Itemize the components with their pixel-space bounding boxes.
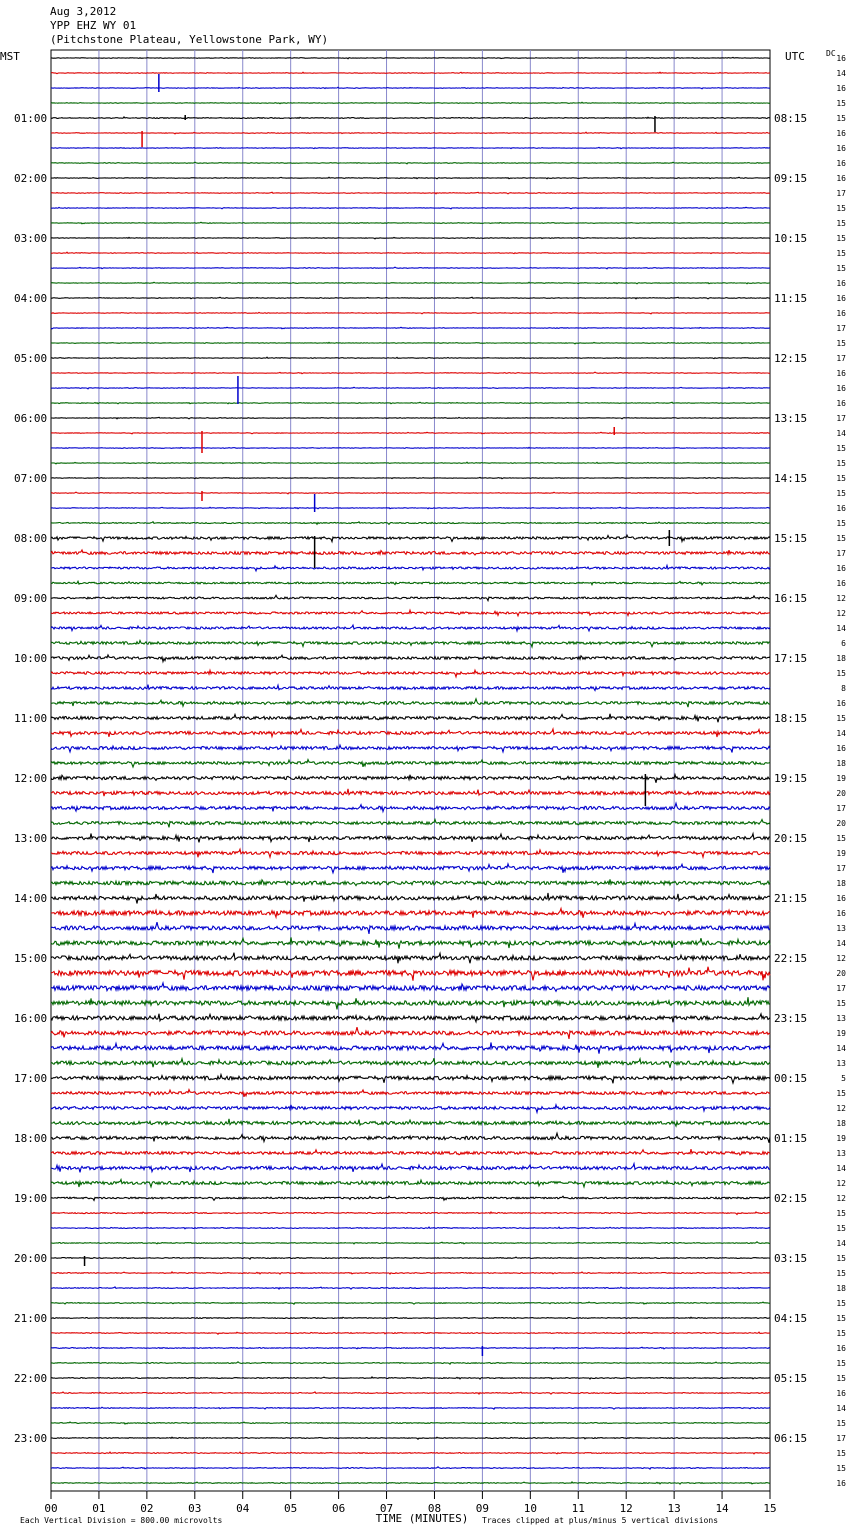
dc-offset-label: 14 [836, 69, 846, 78]
dc-offset-label: 13 [836, 1059, 846, 1068]
dc-offset-label: 15 [836, 1329, 846, 1338]
dc-offset-label: 15 [836, 1299, 846, 1308]
dc-offset-label: 15 [836, 459, 846, 468]
utc-hour-label: 01:15 [774, 1132, 808, 1145]
trace-line [51, 967, 770, 981]
dc-offset-label: 8 [841, 684, 846, 693]
trace-line [51, 1027, 770, 1039]
location-title: (Pitchstone Plateau, Yellowstone Park, WY) [50, 33, 329, 46]
dc-offset-label: 19 [836, 774, 846, 783]
trace-line [51, 760, 770, 767]
trace-line [51, 834, 770, 843]
dc-offset-label: 17 [836, 354, 846, 363]
dc-offset-label: 16 [836, 909, 846, 918]
trace-line [51, 1272, 770, 1274]
dc-offset-label: 12 [836, 1179, 846, 1188]
dc-offset-label: 15 [836, 1449, 846, 1458]
dc-offset-label: 15 [836, 1464, 846, 1473]
dc-offset-label: 16 [836, 399, 846, 408]
dc-offset-label: 17 [836, 324, 846, 333]
utc-hour-label: 22:15 [774, 952, 808, 965]
utc-hour-label: 14:15 [774, 472, 808, 485]
trace-line [51, 1242, 770, 1244]
dc-offset-label: 20 [836, 819, 846, 828]
x-tick-label: 01 [92, 1502, 106, 1515]
station-title: YPP EHZ WY 01 [50, 19, 137, 32]
dc-offset-label: 16 [836, 174, 846, 183]
trace-line [51, 670, 770, 677]
mst-hour-label: 05:00 [14, 352, 48, 365]
dc-offset-label: 17 [836, 549, 846, 558]
trace-line [51, 162, 770, 164]
x-tick-label: 03 [188, 1502, 202, 1515]
utc-hour-label: 20:15 [774, 832, 808, 845]
trace-line [51, 1407, 770, 1409]
trace-line [51, 102, 770, 104]
utc-hour-label: 15:15 [774, 532, 808, 545]
dc-offset-label: 14 [836, 624, 846, 633]
mst-hour-label: 03:00 [14, 232, 48, 245]
mst-hour-label: 04:00 [14, 292, 48, 305]
dc-offset-label: 16 [836, 159, 846, 168]
dc-offset-label: 15 [836, 714, 846, 723]
dc-offset-label: 15 [836, 1269, 846, 1278]
trace-line [51, 922, 770, 934]
trace-line [51, 820, 770, 828]
dc-offset-label: 15 [836, 1419, 846, 1428]
trace-line [51, 1287, 770, 1289]
utc-hour-label: 12:15 [774, 352, 808, 365]
dc-offset-label: 12 [836, 1194, 846, 1203]
utc-hour-label: 13:15 [774, 412, 808, 425]
trace-line [51, 1227, 770, 1229]
trace-line [51, 447, 770, 448]
mst-hour-label: 07:00 [14, 472, 48, 485]
dc-offset-label: 17 [836, 1434, 846, 1443]
trace-line [51, 177, 770, 179]
dc-offset-label: 16 [836, 744, 846, 753]
trace-line [51, 462, 770, 464]
trace-line [51, 953, 770, 964]
trace-line [51, 997, 770, 1009]
utc-hour-label: 11:15 [774, 292, 808, 305]
mst-hour-label: 01:00 [14, 112, 48, 125]
dc-offset-label: 20 [836, 969, 846, 978]
trace-line [51, 1164, 770, 1173]
trace-line [51, 252, 770, 253]
dc-offset-label: 16 [836, 294, 846, 303]
x-axis-title: TIME (MINUTES) [375, 1512, 469, 1525]
trace-line [51, 1180, 770, 1188]
trace-line [51, 789, 770, 796]
trace-line [51, 357, 770, 358]
trace-line [51, 535, 770, 542]
dc-offset-label: 14 [836, 1164, 846, 1173]
mst-hour-label: 14:00 [14, 892, 48, 905]
x-tick-label: 05 [284, 1502, 298, 1515]
trace-line [51, 1467, 770, 1469]
dc-offset-label: 15 [836, 114, 846, 123]
dc-offset-label: 15 [836, 534, 846, 543]
dc-offset-label: 13 [836, 924, 846, 933]
x-tick-label: 13 [667, 1502, 681, 1515]
utc-hour-label: 06:15 [774, 1432, 808, 1445]
trace-line [51, 312, 770, 314]
dc-offset-label: 14 [836, 729, 846, 738]
mst-hour-label: 16:00 [14, 1012, 48, 1025]
plot-frame [51, 50, 770, 1491]
trace-line [51, 641, 770, 647]
dc-offset-label: 12 [836, 609, 846, 618]
trace-line [51, 685, 770, 691]
dc-offset-label: 15 [836, 204, 846, 213]
clipping-note: Traces clipped at plus/minus 5 vertical divisions [482, 1516, 719, 1525]
trace-line [51, 1149, 770, 1155]
trace-line [51, 655, 770, 662]
dc-offset-label: 17 [836, 414, 846, 423]
dc-offset-label: 15 [836, 264, 846, 273]
trace-line [51, 550, 770, 555]
dc-offset-label: 16 [836, 84, 846, 93]
dc-offset-label: 18 [836, 1284, 846, 1293]
trace-line [51, 57, 770, 58]
trace-line [51, 477, 770, 478]
x-tick-label: 00 [44, 1502, 58, 1515]
trace-line [51, 565, 770, 571]
dc-header: DC [826, 49, 836, 58]
dc-offset-label: 13 [836, 1014, 846, 1023]
trace-line [51, 1257, 770, 1259]
trace-line [51, 1332, 770, 1334]
trace-line [51, 729, 770, 737]
trace-line [51, 72, 770, 73]
date-title: Aug 3,2012 [50, 5, 117, 18]
dc-offset-label: 15 [836, 1359, 846, 1368]
trace-line [51, 1392, 770, 1394]
trace-line [51, 699, 770, 707]
trace-line [51, 132, 770, 134]
label-group [14, 54, 846, 1515]
dc-offset-label: 14 [836, 1239, 846, 1248]
trace-line [51, 1317, 770, 1318]
x-tick-label: 11 [571, 1502, 585, 1515]
dc-offset-label: 15 [836, 99, 846, 108]
x-tick-label: 08 [427, 1502, 442, 1515]
trace-line [51, 1014, 770, 1023]
trace-line [51, 1119, 770, 1126]
trace-line [51, 879, 770, 885]
dc-offset-label: 16 [836, 309, 846, 318]
trace-line [51, 1347, 770, 1349]
x-tick-label: 14 [715, 1502, 729, 1515]
utc-hour-label: 05:15 [774, 1372, 808, 1385]
right-timezone-label: UTC [785, 50, 805, 63]
dc-offset-label: 16 [836, 279, 846, 288]
trace-line [51, 1042, 770, 1053]
dc-offset-label: 15 [836, 519, 846, 528]
utc-hour-label: 09:15 [774, 172, 808, 185]
x-tick-label: 09 [475, 1502, 490, 1515]
utc-hour-label: 10:15 [774, 232, 808, 245]
dc-offset-label: 15 [836, 1224, 846, 1233]
trace-line [51, 327, 770, 329]
dc-offset-label: 16 [836, 384, 846, 393]
dc-offset-label: 16 [836, 699, 846, 708]
utc-hour-label: 03:15 [774, 1252, 808, 1265]
utc-hour-label: 23:15 [774, 1012, 808, 1025]
dc-offset-label: 16 [836, 129, 846, 138]
dc-offset-label: 15 [836, 234, 846, 243]
x-tick-label: 07 [379, 1502, 394, 1515]
left-timezone-label: MST [0, 50, 20, 63]
x-tick-label: 06 [331, 1502, 346, 1515]
trace-line [51, 267, 770, 269]
dc-offset-label: 12 [836, 1104, 846, 1113]
dc-offset-label: 15 [836, 1314, 846, 1323]
trace-line [51, 1075, 770, 1084]
mst-hour-label: 09:00 [14, 592, 48, 605]
trace-line [51, 803, 770, 811]
trace-line [51, 595, 770, 600]
trace-line [51, 237, 770, 239]
mst-hour-label: 23:00 [14, 1432, 48, 1445]
trace-line [51, 1133, 770, 1143]
x-tick-label: 12 [619, 1502, 633, 1515]
trace-line [51, 1090, 770, 1097]
mst-hour-label: 17:00 [14, 1072, 48, 1085]
trace-line [51, 282, 770, 284]
trace-line [51, 1302, 770, 1304]
dc-offset-label: 16 [836, 144, 846, 153]
vertical-division-note: Each Vertical Division = 800.00 microvolts [20, 1516, 223, 1525]
trace-line [51, 222, 770, 224]
trace-line [51, 1482, 770, 1484]
dc-offset-label: 18 [836, 1119, 846, 1128]
utc-hour-label: 19:15 [774, 772, 808, 785]
dc-offset-label: 13 [836, 1149, 846, 1158]
dc-offset-label: 15 [836, 1254, 846, 1263]
trace-line [51, 192, 770, 194]
trace-line [51, 1377, 770, 1379]
trace-line [51, 610, 770, 616]
trace-line [51, 1212, 770, 1215]
trace-line [51, 714, 770, 722]
dc-offset-label: 15 [836, 339, 846, 348]
utc-hour-label: 04:15 [774, 1312, 808, 1325]
x-tick-label: 10 [523, 1502, 537, 1515]
trace-line [51, 372, 770, 374]
trace-line [51, 775, 770, 783]
dc-offset-label: 18 [836, 759, 846, 768]
trace-line [51, 387, 770, 389]
trace-line [51, 417, 770, 419]
dc-offset-label: 17 [836, 984, 846, 993]
dc-offset-label: 15 [836, 249, 846, 258]
dc-offset-label: 12 [836, 594, 846, 603]
dc-offset-label: 16 [836, 504, 846, 513]
dc-offset-label: 16 [836, 579, 846, 588]
dc-offset-label: 17 [836, 189, 846, 198]
dc-offset-label: 5 [841, 1074, 846, 1083]
dc-offset-label: 16 [836, 564, 846, 573]
trace-line [51, 864, 770, 873]
dc-offset-label: 15 [836, 669, 846, 678]
dc-offset-label: 17 [836, 804, 846, 813]
trace-line [51, 849, 770, 857]
utc-hour-label: 02:15 [774, 1192, 808, 1205]
trace-line [51, 983, 770, 991]
mst-hour-label: 18:00 [14, 1132, 48, 1145]
dc-offset-label: 14 [836, 939, 846, 948]
dc-offset-label: 18 [836, 879, 846, 888]
dc-offset-label: 15 [836, 474, 846, 483]
dc-offset-label: 16 [836, 1389, 846, 1398]
trace-line [51, 1437, 770, 1439]
utc-hour-label: 16:15 [774, 592, 808, 605]
trace-line [51, 207, 770, 209]
x-tick-label: 15 [763, 1502, 777, 1515]
mst-hour-label: 06:00 [14, 412, 48, 425]
dc-offset-label: 15 [836, 834, 846, 843]
dc-offset-label: 12 [836, 954, 846, 963]
dc-offset-label: 17 [836, 864, 846, 873]
x-tick-label: 04 [236, 1502, 250, 1515]
utc-hour-label: 08:15 [774, 112, 808, 125]
dc-offset-label: 14 [836, 1044, 846, 1053]
mst-hour-label: 08:00 [14, 532, 48, 545]
mst-hour-label: 10:00 [14, 652, 48, 665]
utc-hour-label: 21:15 [774, 892, 808, 905]
mst-hour-label: 21:00 [14, 1312, 48, 1325]
dc-offset-label: 15 [836, 1374, 846, 1383]
utc-hour-label: 17:15 [774, 652, 808, 665]
dc-offset-label: 16 [836, 369, 846, 378]
trace-line [51, 342, 770, 344]
dc-offset-label: 6 [841, 639, 846, 648]
trace-line [51, 745, 770, 752]
trace-line [51, 937, 770, 948]
trace-line [51, 1422, 770, 1424]
dc-offset-label: 16 [836, 1344, 846, 1353]
trace-line [51, 297, 770, 299]
trace-line [51, 522, 770, 525]
trace-line [51, 117, 770, 119]
mst-hour-label: 13:00 [14, 832, 48, 845]
dc-offset-label: 20 [836, 789, 846, 798]
trace-line [51, 1452, 770, 1454]
trace-line [51, 1058, 770, 1068]
trace-line [51, 893, 770, 904]
mst-hour-label: 19:00 [14, 1192, 48, 1205]
dc-offset-label: 14 [836, 429, 846, 438]
trace-line [51, 147, 770, 148]
dc-offset-label: 15 [836, 219, 846, 228]
event-group [85, 74, 670, 1356]
trace-line [51, 581, 770, 585]
dc-offset-label: 16 [836, 1479, 846, 1488]
trace-line [51, 1196, 770, 1200]
trace-line [51, 1105, 770, 1113]
trace-line [51, 909, 770, 918]
mst-hour-label: 20:00 [14, 1252, 48, 1265]
dc-offset-label: 15 [836, 1209, 846, 1218]
x-tick-label: 02 [140, 1502, 154, 1515]
dc-offset-label: 19 [836, 849, 846, 858]
dc-offset-label: 15 [836, 1089, 846, 1098]
trace-line [51, 1362, 770, 1364]
trace-line [51, 402, 770, 404]
trace-group [51, 57, 770, 1484]
dc-offset-label: 18 [836, 654, 846, 663]
mst-hour-label: 15:00 [14, 952, 48, 965]
utc-hour-label: 00:15 [774, 1072, 808, 1085]
trace-line [51, 432, 770, 434]
dc-offset-label: 16 [836, 54, 846, 63]
mst-hour-label: 22:00 [14, 1372, 48, 1385]
utc-hour-label: 18:15 [774, 712, 808, 725]
trace-line [51, 492, 770, 494]
dc-offset-label: 19 [836, 1029, 846, 1038]
mst-hour-label: 12:00 [14, 772, 48, 785]
dc-offset-label: 14 [836, 1404, 846, 1413]
trace-line [51, 507, 770, 509]
dc-offset-label: 15 [836, 444, 846, 453]
mst-hour-label: 11:00 [14, 712, 48, 725]
mst-hour-label: 02:00 [14, 172, 48, 185]
dc-offset-label: 19 [836, 1134, 846, 1143]
dc-offset-label: 16 [836, 894, 846, 903]
dc-offset-label: 15 [836, 489, 846, 498]
trace-line [51, 625, 770, 631]
dc-offset-label: 15 [836, 999, 846, 1008]
